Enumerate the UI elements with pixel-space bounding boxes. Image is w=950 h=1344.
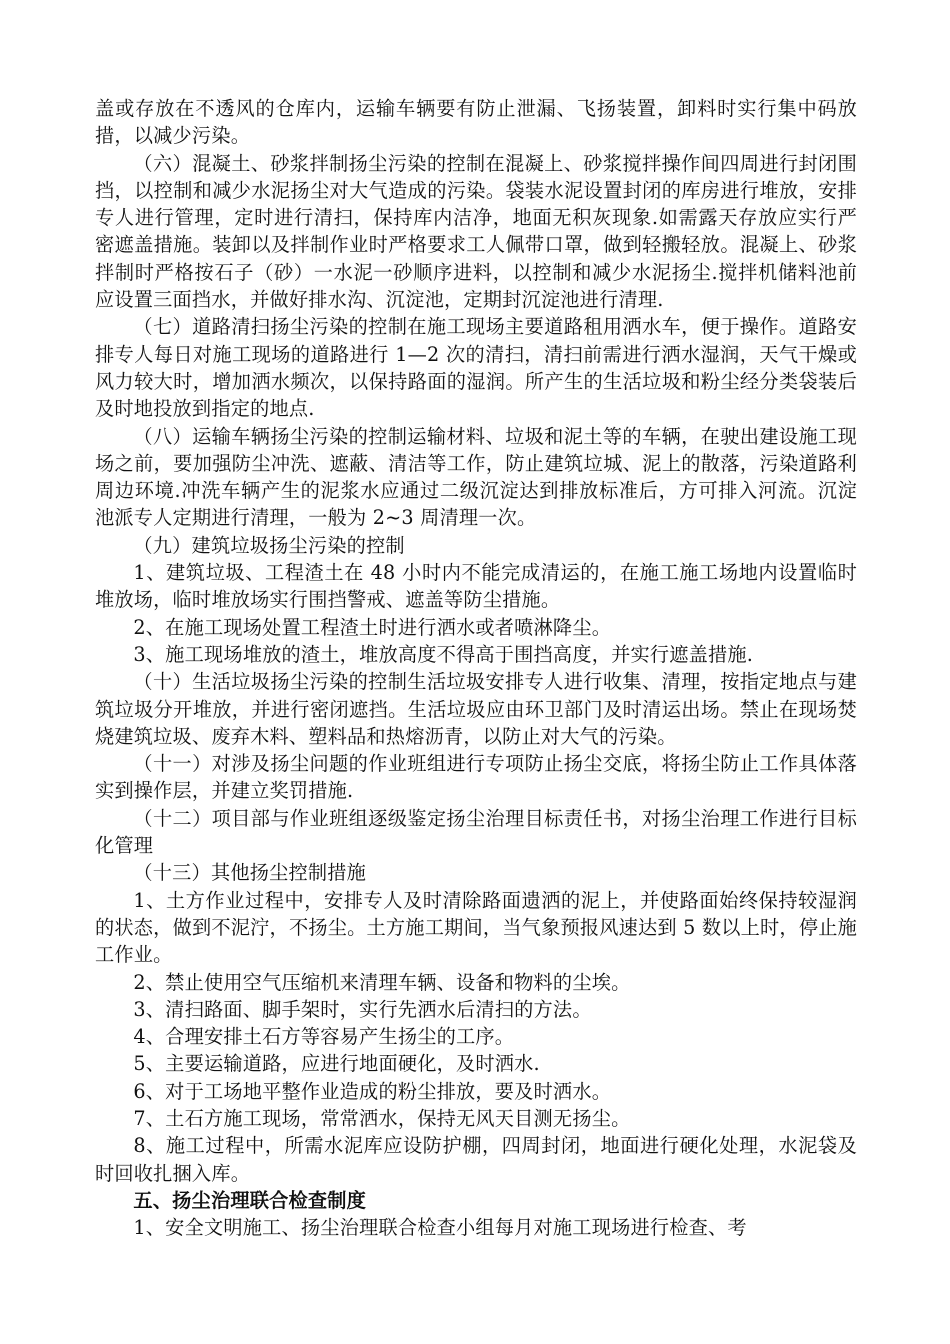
paragraph-item-13-title: （十三）其他扬尘控制措施 bbox=[133, 861, 367, 885]
paragraph-item-13-6: 6、对于工场地平整作业造成的粉尘排放，要及时洒水。 bbox=[133, 1079, 612, 1103]
paragraph-item-13-7: 7、土石方施工现场，常常洒水，保持无风天目测无扬尘。 bbox=[133, 1106, 631, 1130]
paragraph-item-9-2: 2、在施工现场处置工程渣土时进行洒水或者喷淋降尘。 bbox=[133, 615, 612, 639]
paragraph-item-13-1: 1、土方作业过程中，安排专人及时清除路面遗洒的泥上，并使路面始终保持较湿润的状态，做到不泥泞，不扬尘。土方施工期间，当气象预报风速达到 5 数以上时，停止施工作业。 bbox=[95, 888, 857, 967]
paragraph-item-9-3: 3、施工现场堆放的渣土，堆放高度不得高于围挡高度，并实行遮盖措施. bbox=[133, 642, 754, 666]
paragraph-item-13-3: 3、清扫路面、脚手架时，实行先洒水后清扫的方法。 bbox=[133, 997, 592, 1021]
paragraph-section-5-1: 1、安全文明施工、扬尘治理联合检查小组每月对施工现场进行检查、考 bbox=[133, 1216, 747, 1240]
paragraph-item-10: （十）生活垃圾扬尘污染的控制生活垃圾安排专人进行收集、清理，按指定地点与建筑垃圾分开堆放，并进行密闭遮挡。生活垃圾应由环卫部门及时清运出场。禁止在现场焚烧建筑垃圾、废弃木料、塑料品和热熔沥青，以防止对大气的污染。 bbox=[95, 670, 857, 748]
document-page bbox=[95, 95, 857, 1241]
paragraph-continuation: 盖或存放在不透风的仓库内，运输车辆要有防止泄漏、飞扬装置，卸料时实行集中码放措，以减少污染。 bbox=[95, 97, 857, 148]
paragraph-item-8: （八）运输车辆扬尘污染的控制运输材料、垃圾和泥土等的车辆，在驶出建设施工现场之前，要加强防尘冲洗、遮蔽、清洁等工作，防止建筑垃城、泥上的散落，污染道路利周边环境.冲洗车辆产生的泥浆水应通过二级沉淀达到排放标准后，方可排入河流。沉淀池派专人定期进行清理，一般为 2~3 周清理一次。 bbox=[95, 424, 857, 530]
paragraph-item-9-title: （九）建筑垃圾扬尘污染的控制 bbox=[133, 533, 405, 557]
paragraph-item-7: （七）道路清扫扬尘污染的控制在施工现场主要道路租用洒水车，便于操作。道路安排专人每日对施工现场的道路进行 1—2 次的清扫，清扫前需进行洒水湿润，天气干燥或风力较大时，增加洒水频次，以保持路面的湿润。所产生的生活垃圾和粉尘经分类袋装后及时地投放到指定的地点. bbox=[95, 315, 857, 421]
paragraph-item-13-4: 4、合理安排土石方等容易产生扬尘的工序。 bbox=[133, 1025, 515, 1049]
paragraph-item-13-8: 8、施工过程中，所需水泥库应设防护棚，四周封闭，地面进行硬化处理，水泥袋及时回收扎捆入库。 bbox=[95, 1134, 857, 1185]
paragraph-item-6: （六）混凝土、砂浆拌制扬尘污染的控制在混凝上、砂浆搅拌操作间四周进行封闭围挡，以控制和减少水泥扬尘对大气造成的污染。袋装水泥设置封闭的库房进行堆放，安排专人进行管理，定时进行清扫，保持库内洁净，地面无积灰现象.如需露天存放应实行严密遮盖措施。装卸以及拌制作业时严格要求工人佩带口罩，做到轻搬轻放。混凝上、砂浆拌制时严格按石子（砂）一水泥一砂顺序进料，以控制和减少水泥扬尘.搅拌机储料池前应设置三面挡水，并做好排水沟、沉淀池，定期封沉淀池进行清理. bbox=[95, 151, 857, 312]
paragraph-item-9-1: 1、建筑垃圾、工程渣土在 48 小时内不能完成清运的，在施工施工场地内设置临时堆放场，临时堆放场实行围挡警戒、遮盖等防尘措施。 bbox=[95, 561, 857, 612]
paragraph-item-13-5: 5、主要运输道路，应进行地面硬化，及时洒水. bbox=[133, 1052, 540, 1076]
paragraph-item-12: （十二）项目部与作业班组逐级鉴定扬尘治理目标责任书，对扬尘治理工作进行目标化管理 bbox=[95, 806, 857, 858]
section-heading-5: 五、扬尘治理联合检查制度 bbox=[133, 1188, 367, 1212]
paragraph-item-13-2: 2、禁止使用空气压缩机来清理车辆、设备和物料的尘埃。 bbox=[133, 970, 631, 994]
paragraph-item-11: （十一）对涉及扬尘问题的作业班组进行专项防止扬尘交底，将扬尘防止工作具体落实到操作层，并建立奖罚措施. bbox=[95, 752, 857, 803]
